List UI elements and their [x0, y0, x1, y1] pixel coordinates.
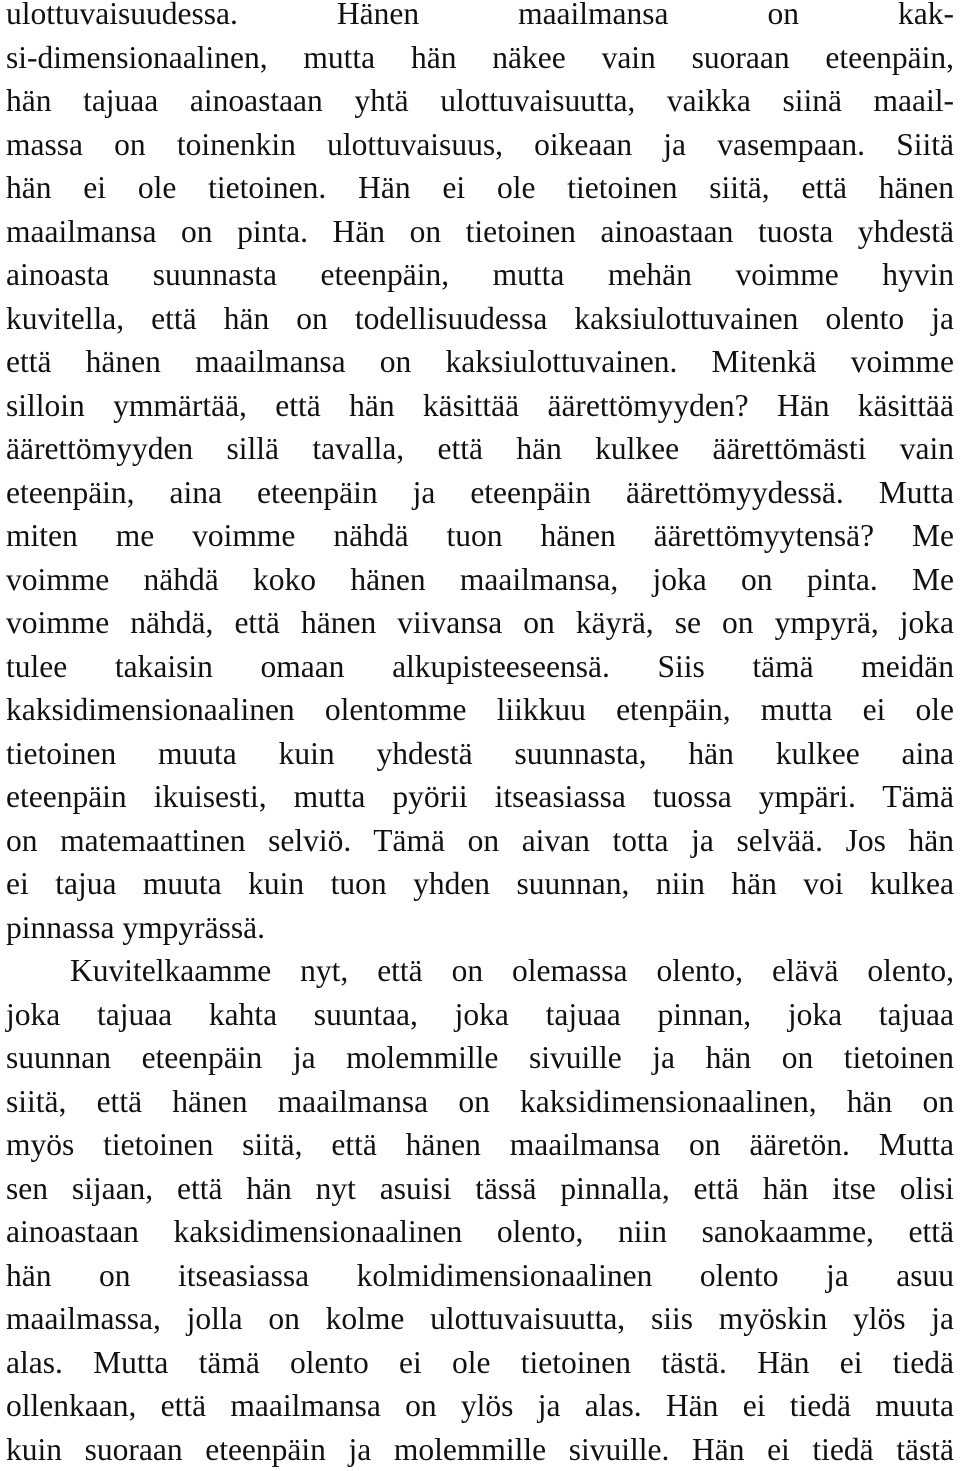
text-line: siitä, että hänen maailmansa on kaksidimensionaalinen, hän on — [6, 1080, 954, 1124]
text-line: kaksidimensionaalinen olentomme liikkuu etenpäin, mutta ei ole — [6, 688, 954, 732]
text-line: ulottuvaisuudessa. Hänen maailmansa on kak- — [6, 0, 954, 36]
text-line: silloin ymmärtää, että hän käsittää äärettömyyden? Hän käsittää — [6, 384, 954, 428]
text-line: eteenpäin, aina eteenpäin ja eteenpäin äärettömyydessä. Mutta — [6, 471, 954, 515]
paragraph-1 — [6, 0, 954, 949]
text-line: äärettömyyden sillä tavalla, että hän kulkee äärettömästi vain — [6, 427, 954, 471]
text-line: sen sijaan, että hän nyt asuisi tässä pinnalla, että hän itse olisi — [6, 1167, 954, 1211]
text-line: kuvitella, että hän on todellisuudessa kaksiulottuvainen olento ja — [6, 297, 954, 341]
text-line: si-dimensionaalinen, mutta hän näkee vain suoraan eteenpäin, — [6, 36, 954, 80]
text-line: voimme nähdä, että hänen viivansa on käyrä, se on ympyrä, joka — [6, 601, 954, 645]
text-line: tulee takaisin omaan alkupisteeseensä. Siis tämä meidän — [6, 645, 954, 689]
text-line: joka tajuaa kahta suuntaa, joka tajuaa pinnan, joka tajuaa — [6, 993, 954, 1037]
text-line: eteenpäin ikuisesti, mutta pyörii itseasiassa tuossa ympäri. Tämä — [6, 775, 954, 819]
text-line: voimme nähdä koko hänen maailmansa, joka on pinta. Me — [6, 558, 954, 602]
text-line: ei tajua muuta kuin tuon yhden suunnan, niin hän voi kulkea — [6, 862, 954, 906]
text-line: maailmassa, jolla on kolme ulottuvaisuutta, siis myöskin ylös ja — [6, 1297, 954, 1341]
text-line: hän ei ole tietoinen. Hän ei ole tietoinen siitä, että hänen — [6, 166, 954, 210]
text-line: hän on itseasiassa kolmidimensionaalinen olento ja asuu — [6, 1254, 954, 1298]
text-line: massa on toinenkin ulottuvaisuus, oikeaan ja vasempaan. Siitä — [6, 123, 954, 167]
text-line: alas. Mutta tämä olento ei ole tietoinen tästä. Hän ei tiedä — [6, 1341, 954, 1385]
text-line: miten me voimme nähdä tuon hänen äärettömyytensä? Me — [6, 514, 954, 558]
paragraph-2 — [6, 949, 954, 1471]
text-line: pinnassa ympyrässä. — [6, 906, 954, 950]
text-line: kuin suoraan eteenpäin ja molemmille sivuille. Hän ei tiedä tästä — [6, 1428, 954, 1471]
text-line: suunnan eteenpäin ja molemmille sivuille ja hän on tietoinen — [6, 1036, 954, 1080]
document-page — [6, 0, 954, 1471]
text-line: ainoasta suunnasta eteenpäin, mutta mehän voimme hyvin — [6, 253, 954, 297]
text-line: on matemaattinen selviö. Tämä on aivan totta ja selvää. Jos hän — [6, 819, 954, 863]
text-line: tietoinen muuta kuin yhdestä suunnasta, hän kulkee aina — [6, 732, 954, 776]
text-line: myös tietoinen siitä, että hänen maailmansa on ääretön. Mutta — [6, 1123, 954, 1167]
text-line: ollenkaan, että maailmansa on ylös ja alas. Hän ei tiedä muuta — [6, 1384, 954, 1428]
text-line: että hänen maailmansa on kaksiulottuvainen. Mitenkä voimme — [6, 340, 954, 384]
text-line: Kuvitelkaamme nyt, että on olemassa olento, elävä olento, — [6, 949, 954, 993]
text-line: hän tajuaa ainoastaan yhtä ulottuvaisuutta, vaikka siinä maail- — [6, 79, 954, 123]
text-line: ainoastaan kaksidimensionaalinen olento, niin sanokaamme, että — [6, 1210, 954, 1254]
text-line: maailmansa on pinta. Hän on tietoinen ainoastaan tuosta yhdestä — [6, 210, 954, 254]
